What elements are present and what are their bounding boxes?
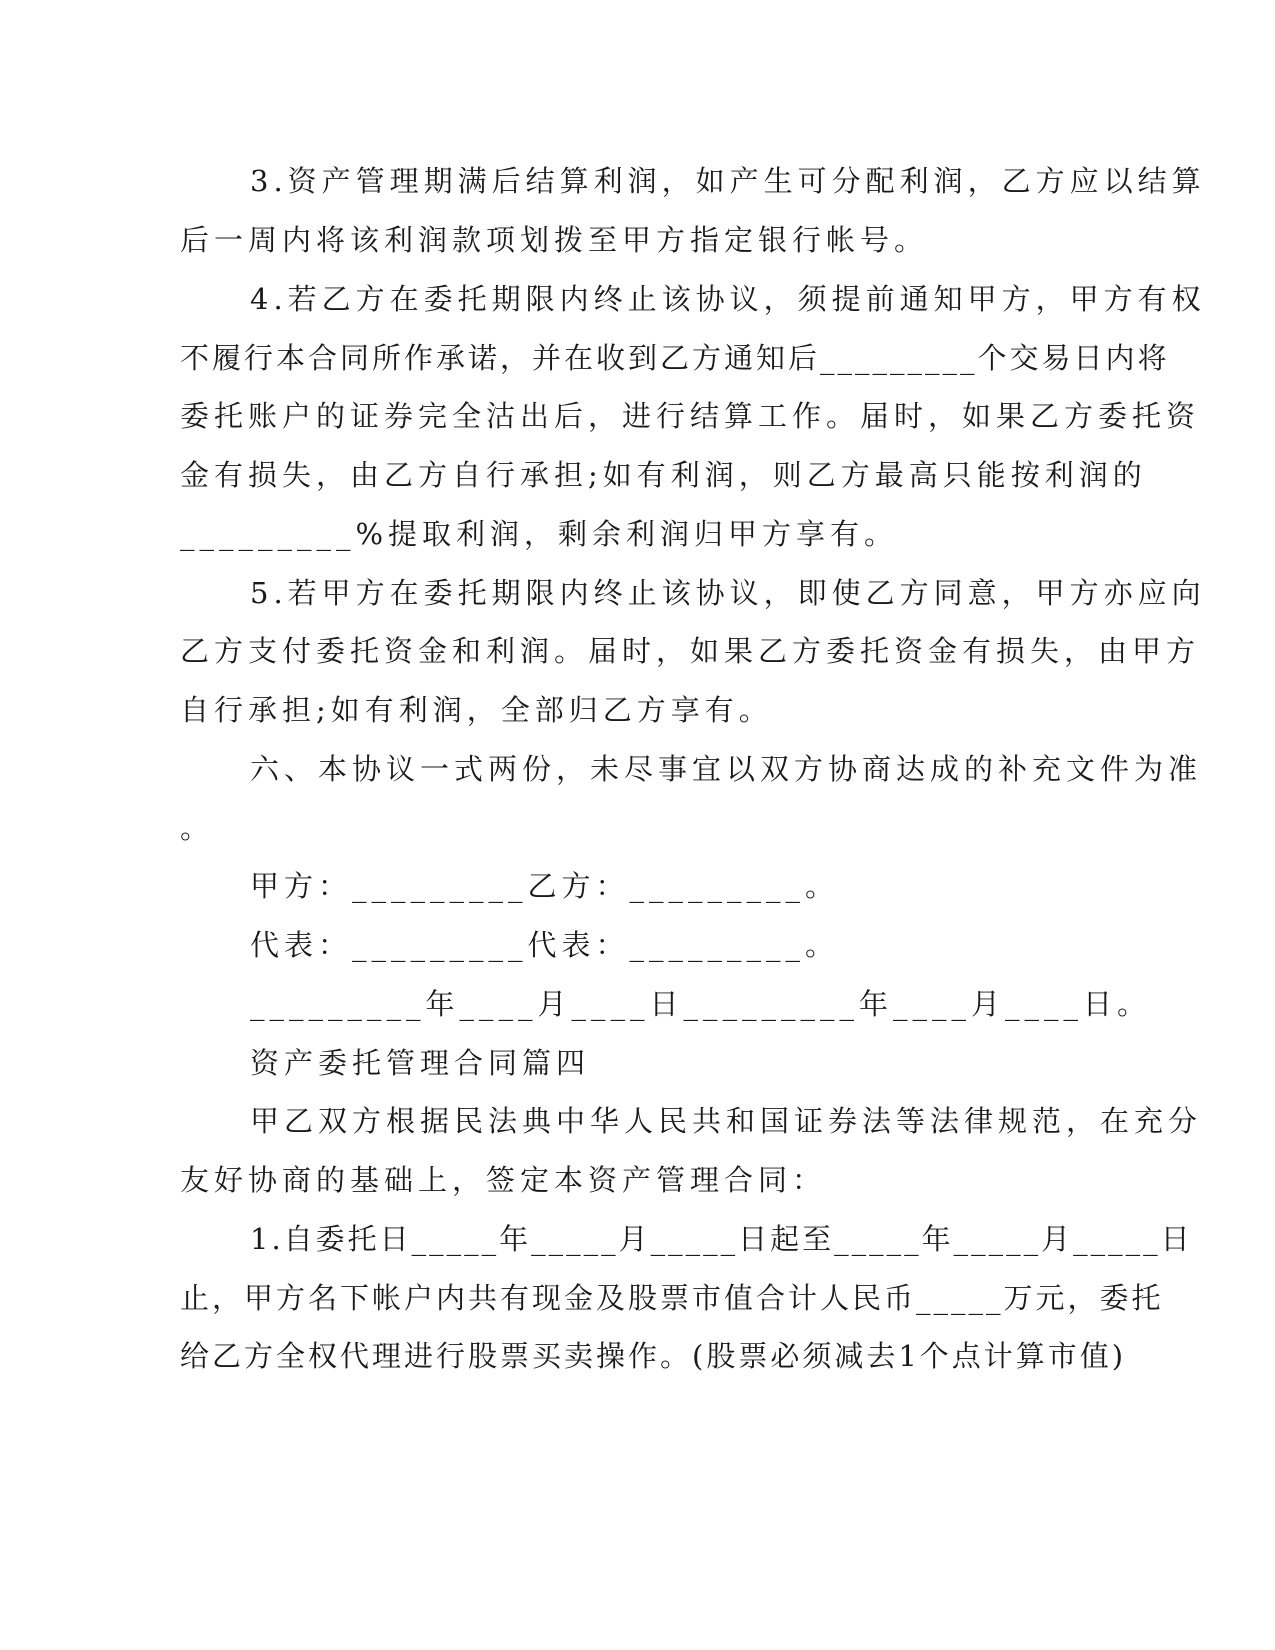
signature-parties-line: 甲方：_________乙方：_________。 bbox=[250, 869, 840, 903]
signature-dates-line: _________年____月____日_________年____月____日。 bbox=[250, 987, 1152, 1021]
clause-six-line-1: 六、本协议一式两份，未尽事宜以双方协商达成的补充文件为准 bbox=[250, 752, 1203, 786]
preamble-line-1: 甲乙双方根据民法典中华人民共和国证券法等法律规范，在充分 bbox=[250, 1104, 1203, 1138]
paragraph-4-line-3: 委托账户的证券完全沽出后，进行结算工作。届时，如果乙方委托资 bbox=[180, 399, 1201, 433]
clause-1-line-1: 1.自委托日_____年_____月_____日起至_____年_____月_____日 bbox=[250, 1222, 1193, 1256]
paragraph-3-line-2: 后一周内将该利润款项划拨至甲方指定银行帐号。 bbox=[180, 223, 929, 257]
clause-1-line-3: 给乙方全权代理进行股票买卖操作。(股票必须减去1个点计算市值) bbox=[180, 1339, 1127, 1373]
paragraph-5-line-1: 5.若甲方在委托期限内终止该协议，即使乙方同意，甲方亦应向 bbox=[250, 576, 1206, 610]
signature-representatives-line: 代表：_________代表：_________。 bbox=[250, 928, 840, 962]
paragraph-5-line-2: 乙方支付委托资金和利润。届时，如果乙方委托资金有损失，由甲方 bbox=[180, 634, 1201, 668]
clause-1-line-2: 止，甲方名下帐户内共有现金及股票市值合计人民币_____万元，委托 bbox=[180, 1281, 1164, 1315]
section-heading: 资产委托管理合同篇四 bbox=[250, 1046, 591, 1080]
clause-six-line-2: 。 bbox=[180, 811, 215, 845]
preamble-line-2: 友好协商的基础上，签定本资产管理合同： bbox=[180, 1163, 827, 1197]
paragraph-4-line-1: 4.若乙方在委托期限内终止该协议，须提前通知甲方，甲方有权 bbox=[250, 282, 1206, 316]
paragraph-3-line-1: 3.资产管理期满后结算利润，如产生可分配利润，乙方应以结算 bbox=[250, 164, 1206, 198]
paragraph-5-line-3: 自行承担;如有利润，全部归乙方享有。 bbox=[180, 693, 773, 727]
paragraph-4-line-5: _________%提取利润，剩余利润归甲方享有。 bbox=[180, 517, 899, 551]
paragraph-4-line-2: 不履行本合同所作承诺，并在收到乙方通知后_________个交易日内将 bbox=[180, 341, 1170, 375]
paragraph-4-line-4: 金有损失，由乙方自行承担;如有利润，则乙方最高只能按利润的 bbox=[180, 458, 1147, 492]
